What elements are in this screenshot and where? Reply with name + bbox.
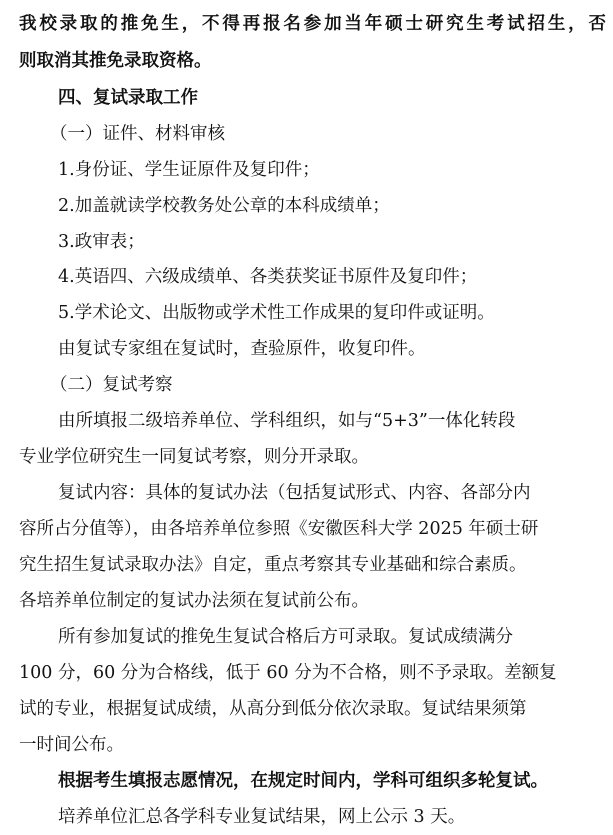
text-line: 一时间公布。 [19,735,124,755]
text-line: 根据考生填报志愿情况，在规定时间内，学科可组织多轮复试。 [58,771,548,791]
text-line: 容所占分值等），由各培养单位参照《安徽医科大学 2025 年硕士研 [19,519,539,539]
text-line: 3.政审表； [58,232,145,252]
text-line: 试的专业，根据复试成绩，从高分到低分依次录取。复试结果须第 [19,699,527,719]
text-line: 复试内容：具体的复试办法（包括复试形式、内容、各部分内 [58,483,531,503]
text-line: （一）证件、材料审核 [50,124,225,144]
text-line: 各培养单位制定的复试办法须在复试前公布。 [19,591,369,611]
text-line: 究生招生复试录取办法》自定，重点考察其专业基础和综合素质。 [19,555,527,575]
text-line: 5.学术论文、出版物或学术性工作成果的复印件或证明。 [58,303,495,323]
text-line: 四、复试录取工作 [58,88,198,108]
text-line: 则取消其推免录取资格。 [19,51,212,71]
text-line: 由所填报二级培养单位、学科组织，如与“5+3”一体化转段 [58,411,516,431]
text-line: 1.身份证、学生证原件及复印件； [58,160,320,180]
text-line: 2.加盖就读学校教务处公章的本科成绩单； [58,196,390,216]
text-line: 培养单位汇总各学科专业复试结果，网上公示 3 天。 [58,807,466,827]
text-line: （二）复试考察 [50,375,173,395]
text-line: 我校录取的推免生，不得再报名参加当年硕士研究生考试招生，否 [19,14,606,34]
text-line: 所有参加复试的推免生复试合格后方可录取。复试成绩满分 [58,627,513,647]
text-line: 专业学位研究生一同复试考察，则分开录取。 [19,447,369,467]
text-line: 由复试专家组在复试时，查验原件，收复印件。 [58,339,426,359]
text-line: 100 分，60 分为合格线，低于 60 分为不合格，则不予录取。差额复 [19,663,557,683]
text-line: 4.英语四、六级成绩单、各类获奖证书原件及复印件； [58,267,478,287]
